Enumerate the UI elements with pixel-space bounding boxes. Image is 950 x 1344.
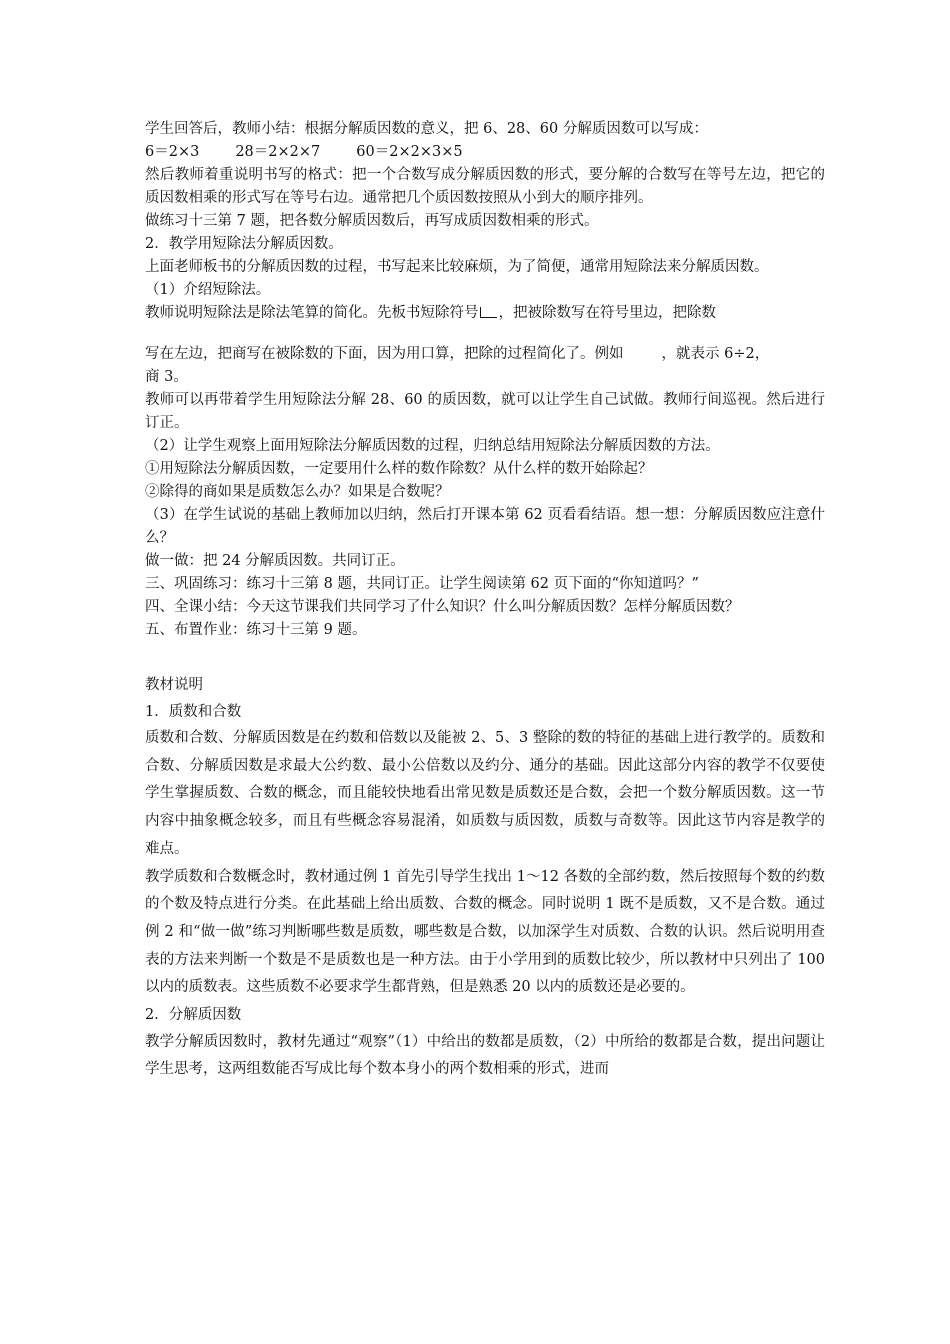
textbook-notes-section bbox=[145, 672, 825, 1084]
section-2-paragraph-1: 教学分解质因数时，教材先通过“观察”（1）中给出的数都是质数，（2）中所给的数都是合数，提出问题让学生思考，这两组数能否写成比每个数本身小的两个数相乘的形式，进而 bbox=[145, 1033, 825, 1078]
homework-line: 五、布置作业：练习十三第 9 题。 bbox=[145, 622, 367, 638]
notes-heading: 教材说明 bbox=[145, 677, 203, 693]
short-division-intro: 上面老师板书的分解质因数的过程，书写起来比较麻烦，为了简便，通常用短除法来分解质因数。 bbox=[145, 259, 769, 275]
summary-line: 学生回答后，教师小结：根据分解质因数的意义，把 6、28、60 分解质因数可以写成： bbox=[145, 121, 708, 137]
explanation-part-b: ，把被除数写在符号里边，把除数 bbox=[498, 305, 716, 321]
section-1-title: 1．质数和合数 bbox=[145, 703, 242, 720]
factorization-examples bbox=[145, 141, 825, 164]
explanation-part-a: 教师说明短除法是除法笔算的简化。先板书短除符号 bbox=[145, 305, 479, 321]
example-28: 28＝2×2×7 bbox=[235, 144, 321, 160]
example-6: 6＝2×3 bbox=[145, 144, 200, 160]
step-1-label: （1）介绍短除法。 bbox=[145, 282, 271, 298]
step-3-text: （3）在学生试说的基础上教师加以归纳，然后打开课本第 62 页看看结语。想一想：分解质因数应注意什么？ bbox=[145, 507, 825, 546]
section-1-paragraph-2: 教学质数和合数概念时，教材通过例 1 首先引导学生找出 1～12 各数的全部约数，然后按照每个数的约数的个数及特点进行分类。在此基础上给出质数、合数的概念。同时说明 1 既不是质数，又不是合数。通过例 2 和“做一做”练习判断哪些数是质数，哪些数是合数，以加深学生对质数、合数的认识。然后说明用查表的方法来判断一个数是不是质数也是一种方法。由于小学用到的质数比较少，所以教材中只列出了 100 以内的质数表。这些质数不必要求学生都背熟，但是熟悉 20 以内的质数还是必要的。 bbox=[145, 868, 825, 996]
step-2-title: 2．教学用短除法分解质因数。 bbox=[145, 236, 343, 252]
format-explanation: 然后教师着重说明书写的格式：把一个合数写成分解质因数的形式，要分解的合数写在等号左边，把它的质因数相乘的形式写在等号右边。通常把几个质因数按照从小到大的顺序排列。 bbox=[145, 167, 825, 206]
question-2: ②除得的商如果是质数怎么办？如果是合数呢？ bbox=[145, 484, 450, 500]
try-it-line: 做一做：把 24 分解质因数。共同订正。 bbox=[145, 553, 405, 569]
example-part-a: 写在左边，把商写在被除数的下面，因为用口算，把除的过程简化了。例如 bbox=[145, 346, 624, 362]
exercise-line: 做练习十三第 7 题，把各数分解质因数后，再写成质因数相乘的形式。 bbox=[145, 213, 599, 229]
step-2-label: （2）让学生观察上面用短除法分解质因数的过程，归纳总结用短除法分解质因数的方法。 bbox=[145, 438, 720, 454]
summary-section-line: 四、全课小结：今天这节课我们共同学习了什么知识？什么叫分解质因数？怎样分解质因数？ bbox=[145, 599, 740, 615]
short-division-symbol-icon bbox=[480, 307, 497, 318]
document-page bbox=[145, 118, 825, 1084]
section-1-paragraph-1: 质数和合数、分解质因数是在约数和倍数以及能被 2、5、3 整除的数的特征的基础上进行教学的。质数和合数、分解质因数是求最大公约数、最小公倍数以及约分、通分的基础。因此这部分内容的教学不仅要使学生掌握质数、合数的概念，而且能较快地看出常见数是质数还是合数，会把一个数分解质因数。这一节内容中抽象概念较多，而且有些概念容易混淆，如质数与质因数，质数与奇数等。因此这节内容是教学的难点。 bbox=[145, 730, 825, 857]
short-division-example-line bbox=[145, 343, 825, 366]
consolidation-line: 三、巩固练习：练习十三第 8 题，共同订正。让学生阅读第 62 页下面的“你知道吗？” bbox=[145, 576, 699, 592]
section-2-title: 2．分解质因数 bbox=[145, 1007, 242, 1024]
example-60: 60＝2×2×3×5 bbox=[356, 144, 463, 160]
lesson-procedure-section bbox=[145, 118, 825, 642]
short-division-explanation bbox=[145, 302, 825, 325]
guided-practice: 教师可以再带着学生用短除法分解 28、60 的质因数，就可以让学生自己试做。教师行间巡视。然后进行订正。 bbox=[145, 392, 825, 431]
question-1: ①用短除法分解质因数，一定要用什么样的数作除数？从什么样的数开始除起？ bbox=[145, 461, 653, 477]
quotient-line: 商 3。 bbox=[145, 369, 188, 385]
example-part-b: ，就表示 6÷2， bbox=[661, 346, 770, 362]
